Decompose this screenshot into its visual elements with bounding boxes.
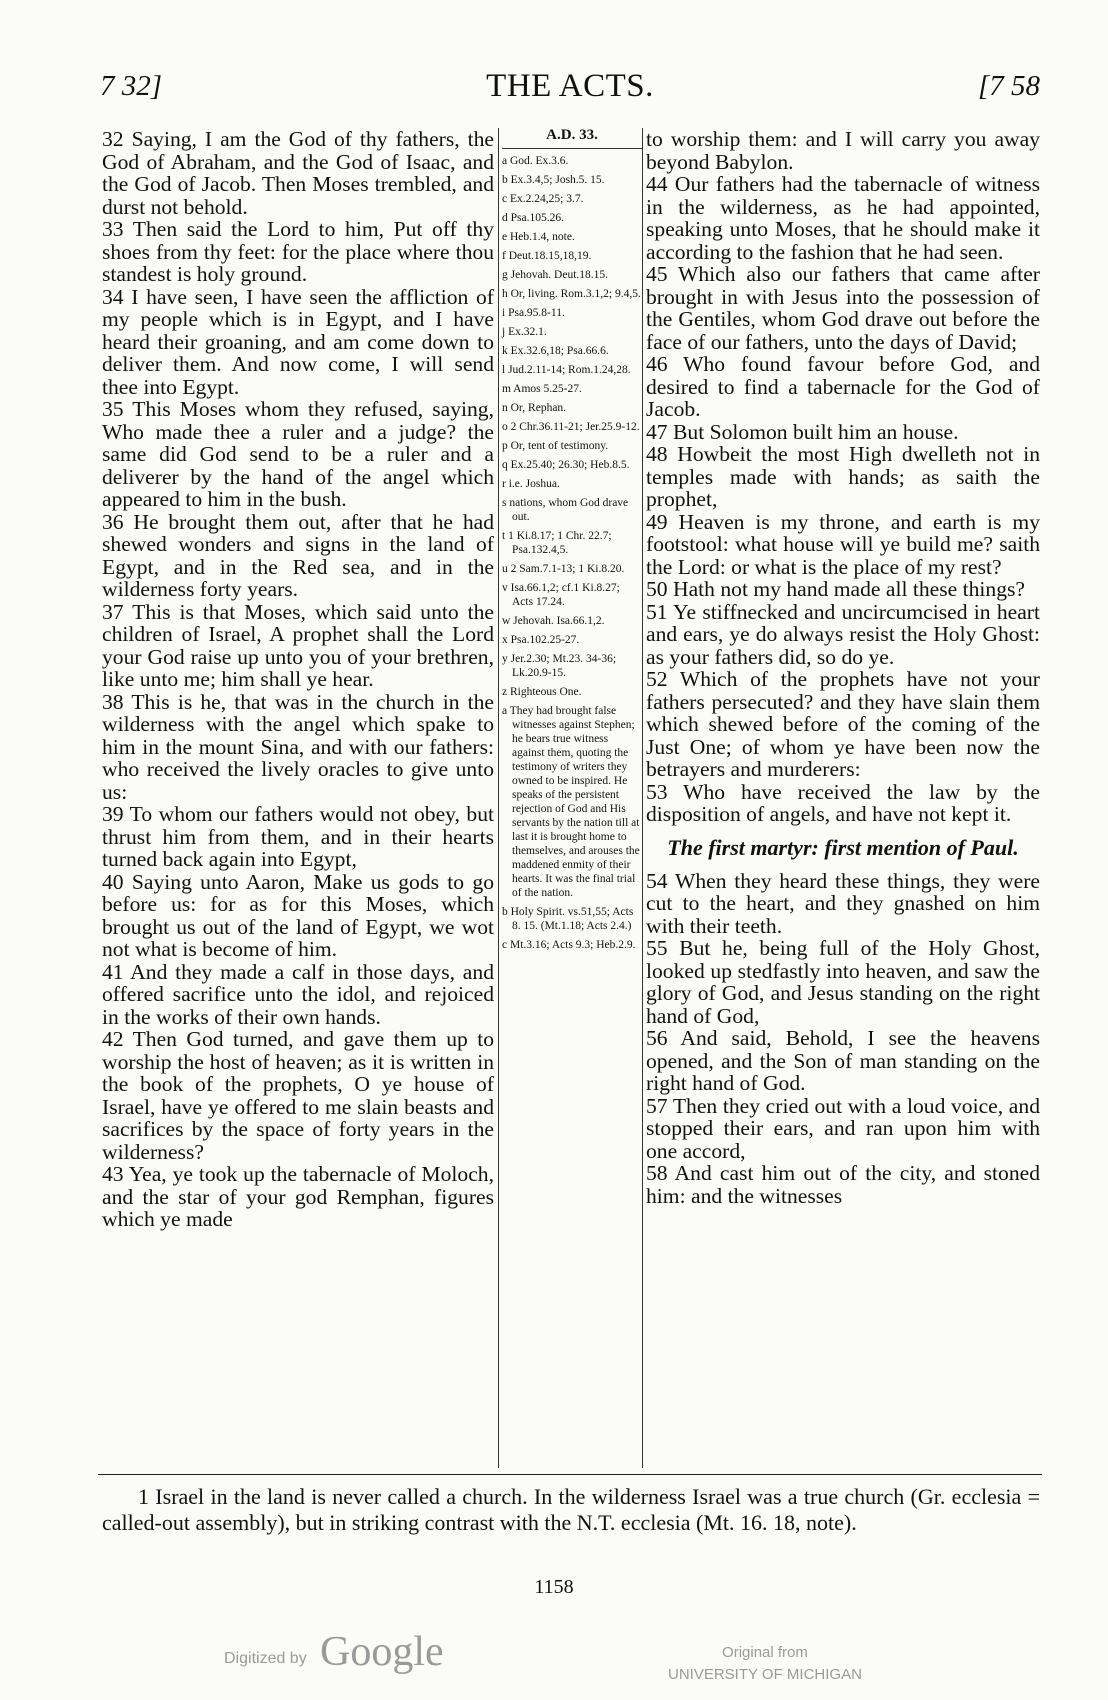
ref-o: o 2 Chr.36.11-21; Jer.25.9-12. — [502, 421, 640, 433]
right-column — [646, 128, 1040, 1207]
ref-y: y Jer.2.30; Mt.23. 34-36; Lk.20.9-15. — [502, 653, 617, 679]
verse-56: 56 And said, Behold, I see the heavens opened, and the Son of man standing on the right hand of God. — [646, 1026, 1040, 1095]
ref-x: x Psa.102.25-27. — [502, 634, 580, 646]
verse-34: 34 I have seen, I have seen the affliction of my people which is in Egypt, and I have heard their groaning, and am come down to deliver them. And now come, I will send thee into Egypt. — [102, 284, 494, 399]
ref-g: g Jehovah. Deut.18.15. — [502, 269, 609, 281]
verse-32: 32 Saying, I am the God of thy fathers, the God of Abraham, and the God of Isaac, and the God of Jacob. Then Moses trembled, and durst not behold. — [102, 127, 494, 219]
verse-46: 46 Who found favour before God, and desired to find a tabernacle for the God of Jacob. — [646, 352, 1040, 421]
verse-48: 48 Howbeit the most High dwelleth not in temples made with hands; as saith the prophet, — [646, 442, 1040, 511]
ref-i: i Psa.95.8-11. — [502, 307, 565, 319]
verse-42: 42 Then God turned, and gave them up to worship the host of heaven; as it is written in the book of the prophets, O ye house of Israel, have ye offered to me slain beasts and sacrifices by the space of forty years in the wilderness? — [102, 1027, 494, 1164]
verse-47: 47 But Solomon built him an house. — [646, 419, 959, 444]
google-logo: Google — [320, 1629, 444, 1675]
reference-column — [502, 128, 642, 957]
verse-40: 40 Saying unto Aaron, Make us gods to go before us: for as for this Moses, which brought us out of the land of Egypt, we wot not what is become of him. — [102, 869, 494, 961]
ref-b: b Ex.3.4,5; Josh.5. 15. — [502, 174, 605, 186]
verse-53: 53 Who have received the law by the disposition of angels, and have not kept it. — [646, 779, 1040, 826]
verse-49: 49 Heaven is my throne, and earth is my footstool: what house will ye build me? saith the Lord: or what is the place of my rest? — [646, 509, 1040, 579]
ref-v: v Isa.66.1,2; cf.1 Ki.8.27; Acts 17.24. — [502, 582, 620, 608]
ref-m: m Amos 5.25-27. — [502, 383, 582, 395]
ref-k: k Ex.32.6,18; Psa.66.6. — [502, 345, 609, 357]
original-from-label: Original from — [722, 1644, 808, 1661]
verse-37: 37 This is that Moses, which said unto the children of Israel, A prophet shall the Lord your God raise up unto you of your brethren, like unto me; him shall ye hear. — [102, 599, 494, 691]
ref-u: u 2 Sam.7.1-13; 1 Ki.8.20. — [502, 563, 625, 575]
verse-43: 43 Yea, ye took up the tabernacle of Moloch, and the star of your god Remphan, figures which ye made — [102, 1162, 494, 1231]
footnote-rule — [98, 1474, 1042, 1475]
verse-54: 54 When they heard these things, they were cut to the heart, and they gnashed on him with their teeth. — [646, 868, 1040, 938]
verse-39: 39 To whom our fathers would not obey, but thrust him from them, and in their hearts turned back again into Egypt, — [102, 802, 494, 871]
page-number: 1158 — [534, 1576, 574, 1598]
ref-l: l Jud.2.11-14; Rom.1.24,28. — [502, 364, 631, 376]
ref-n: n Or, Rephan. — [502, 402, 567, 414]
column-divider-left — [498, 128, 499, 1468]
verse-52: 52 Which of the prophets have not your fathers persecuted? and they have slain them which shewed before of the coming of the Just One; of whom ye have been now the betrayers and murderers: — [646, 667, 1040, 781]
ref-q: q Ex.25.40; 26.30; Heb.8.5. — [502, 459, 630, 471]
verse-41: 41 And they made a calf in those days, and offered sacrifice unto the idol, and rejoiced in the works of their own hands. — [102, 959, 494, 1029]
verse-33: 33 Then said the Lord to him, Put off thy shoes from thy feet: for the place where thou standest is holy ground. — [102, 217, 494, 286]
ref-a: a God. Ex.3.6. — [502, 155, 569, 167]
university-label: UNIVERSITY OF MICHIGAN — [668, 1666, 862, 1683]
section-heading: The first martyr: first mention of Paul. — [667, 834, 1019, 860]
ref-note-b: b Holy Spirit. vs.51,55; Acts 8. 15. (Mt.1.18; Acts 2.4.) — [502, 906, 634, 932]
verse-55: 55 But he, being full of the Holy Ghost, looked up stedfastly into heaven, and saw the glory of God, and Jesus standing on the right hand of God, — [646, 936, 1040, 1028]
ref-s: s nations, whom God drave out. — [502, 497, 629, 523]
ref-w: w Jehovah. Isa.66.1,2. — [502, 615, 605, 627]
digitized-by-label: Digitized by — [224, 1650, 307, 1667]
ref-z: z Righteous One. — [502, 686, 582, 698]
ref-f: f Deut.18.15,18,19. — [502, 250, 592, 262]
verse-35: 35 This Moses whom they refused, saying, Who made thee a ruler and a judge? the same did God send to be a ruler and a deliverer by the hand of the angel which appeared to him in the bush. — [102, 397, 494, 511]
verse-58: 58 And cast him out of the city, and stoned him: and the witnesses — [646, 1161, 1040, 1208]
verse-43-cont: to worship them: and I will carry you away beyond Babylon. — [646, 127, 1040, 174]
ref-note-a: a They had brought false witnesses against Stephen; he bears true witness against them, quoting the testimony of writers they owned to be inspired. He speaks of the persistent rejection of God and His servants by the nation till at last it is brought home to themselves, and arouses the maddened enmity of their hearts. It was the final trial of the nation. — [502, 705, 640, 899]
ref-h: h Or, living. Rom.3.1,2; 9.4,5. — [502, 288, 641, 300]
verse-44: 44 Our fathers had the tabernacle of witness in the wilderness, as he had appointed, speaking unto Moses, that he should make it according to the fashion that he had seen. — [646, 172, 1040, 264]
left-column — [102, 128, 494, 1231]
verse-38: 38 This is he, that was in the church in the wilderness with the angel which spake to him in the mount Sina, and with our fathers: who received the lively oracles to give unto us: — [102, 689, 494, 804]
verse-50: 50 Hath not my hand made all these things? — [646, 577, 1026, 601]
footnote: 1 Israel in the land is never called a church. In the wilderness Israel was a true church (Gr. ecclesia = called-out assembly), but in striking contrast with the N.T. ecclesia (Mt. 16. 18, note). — [102, 1484, 1040, 1535]
running-header — [100, 66, 1040, 106]
ref-e: e Heb.1.4, note. — [502, 231, 575, 243]
verse-36: 36 He brought them out, after that he had shewed wonders and signs in the land of Egypt, and in the Red sea, and in the wilderness forty years. — [102, 509, 494, 601]
ref-d: d Psa.105.26. — [502, 212, 564, 224]
ref-p: p Or, tent of testimony. — [502, 440, 609, 452]
ref-t: t 1 Ki.8.17; 1 Chr. 22.7; Psa.132.4,5. — [502, 530, 612, 556]
verse-51: 51 Ye stiffnecked and uncircumcised in heart and ears, ye do always resist the Holy Ghost: as your fathers did, so do ye. — [646, 599, 1040, 669]
column-divider-right — [642, 128, 643, 1468]
date-heading: A.D. 33. — [502, 128, 642, 149]
verse-57: 57 Then they cried out with a loud voice, and stopped their ears, and ran upon him with one accord, — [646, 1093, 1040, 1163]
header-left-ref: 7 32] — [100, 70, 163, 102]
header-right-ref: [7 58 — [977, 70, 1040, 102]
book-title: THE ACTS. — [486, 68, 654, 104]
library-credit — [668, 1642, 862, 1686]
verse-45: 45 Which also our fathers that came after brought in with Jesus into the possession of the Gentiles, whom God drave out before the face of our fathers, unto the days of David; — [646, 262, 1040, 354]
ref-j: j Ex.32.1. — [502, 326, 547, 338]
ref-r: r i.e. Joshua. — [502, 478, 560, 490]
ref-note-c: c Mt.3.16; Acts 9.3; Heb.2.9. — [502, 939, 636, 951]
ref-c: c Ex.2.24,25; 3.7. — [502, 193, 584, 205]
